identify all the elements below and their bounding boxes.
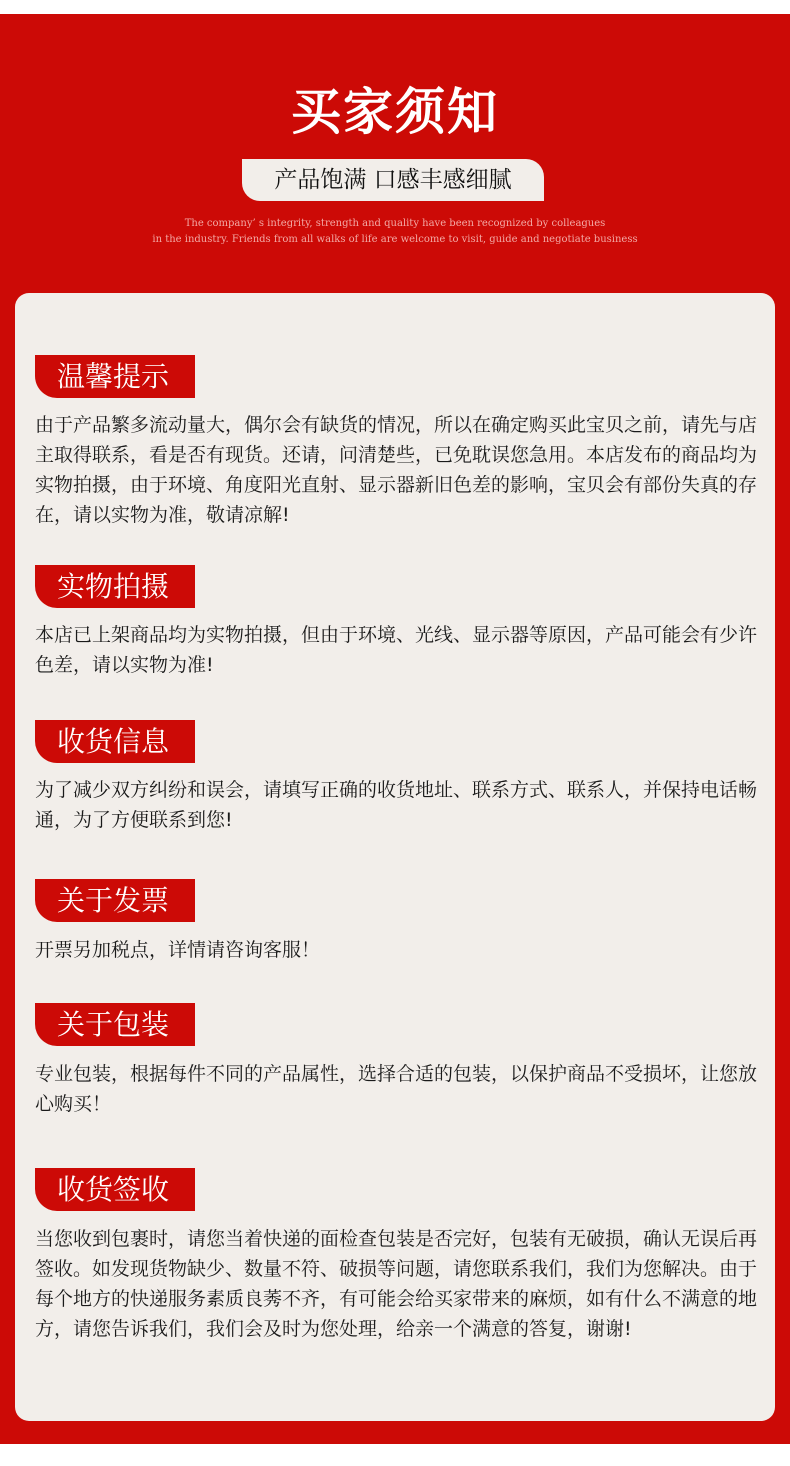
tagline [0, 216, 790, 248]
page-background [0, 14, 790, 1444]
page-title: 买家须知 [291, 82, 499, 141]
section-heading-real-photos: 实物拍摄 [35, 565, 195, 608]
tagline-line-1: The company’ s integrity, strength and quality have been recognized by colleagues [184, 218, 606, 229]
section-body-packaging: 专业包装，根据每件不同的产品属性，选择合适的包装，以保护商品不受损坏，让您放心购买！ [35, 1063, 758, 1115]
section-heading-shipping-info: 收货信息 [35, 720, 195, 763]
tagline-line-2: in the industry. Friends from all walks of life are welcome to visit, guide and negotiate business [152, 234, 638, 245]
section-heading-packaging: 关于包装 [35, 1003, 195, 1046]
section-heading-warm-tips: 温馨提示 [35, 355, 195, 398]
notice-card [15, 293, 775, 1421]
section-heading-receipt: 收货签收 [35, 1168, 195, 1211]
section-body-invoice: 开票另加税点，详情请咨询客服！ [35, 939, 321, 961]
section-body-real-photos: 本店已上架商品均为实物拍摄，但由于环境、光线、显示器等原因，产品可能会有少许色差，请以实物为准! [35, 624, 758, 676]
section-heading-invoice: 关于发票 [35, 879, 195, 922]
section-body-shipping-info: 为了减少双方纠纷和误会，请填写正确的收货地址、联系方式、联系人，并保持电话畅通，为了方便联系到您! [35, 779, 758, 831]
subtitle-pill: 产品饱满 口感丰感细腻 [242, 159, 544, 201]
section-body-receipt: 当您收到包裹时，请您当着快递的面检查包装是否完好，包装有无破损，确认无误后再签收。如发现货物缺少、数量不符、破损等问题，请您联系我们，我们为您解决。由于每个地方的快递服务素质良莠不齐，有可能会给买家带来的麻烦，如有什么不满意的地方，请您告诉我们，我们会及时为您处理，给亲一个满意的答复，谢谢! [35, 1228, 758, 1340]
section-body-warm-tips: 由于产品繁多流动量大，偶尔会有缺货的情况，所以在确定购买此宝贝之前，请先与店主取得联系，看是否有现货。还请，问清楚些，已免耽误您急用。本店发布的商品均为实物拍摄，由于环境、角度阳光直射、显示器新旧色差的影响，宝贝会有部份失真的存在，请以实物为准，敬请凉解! [35, 414, 758, 526]
